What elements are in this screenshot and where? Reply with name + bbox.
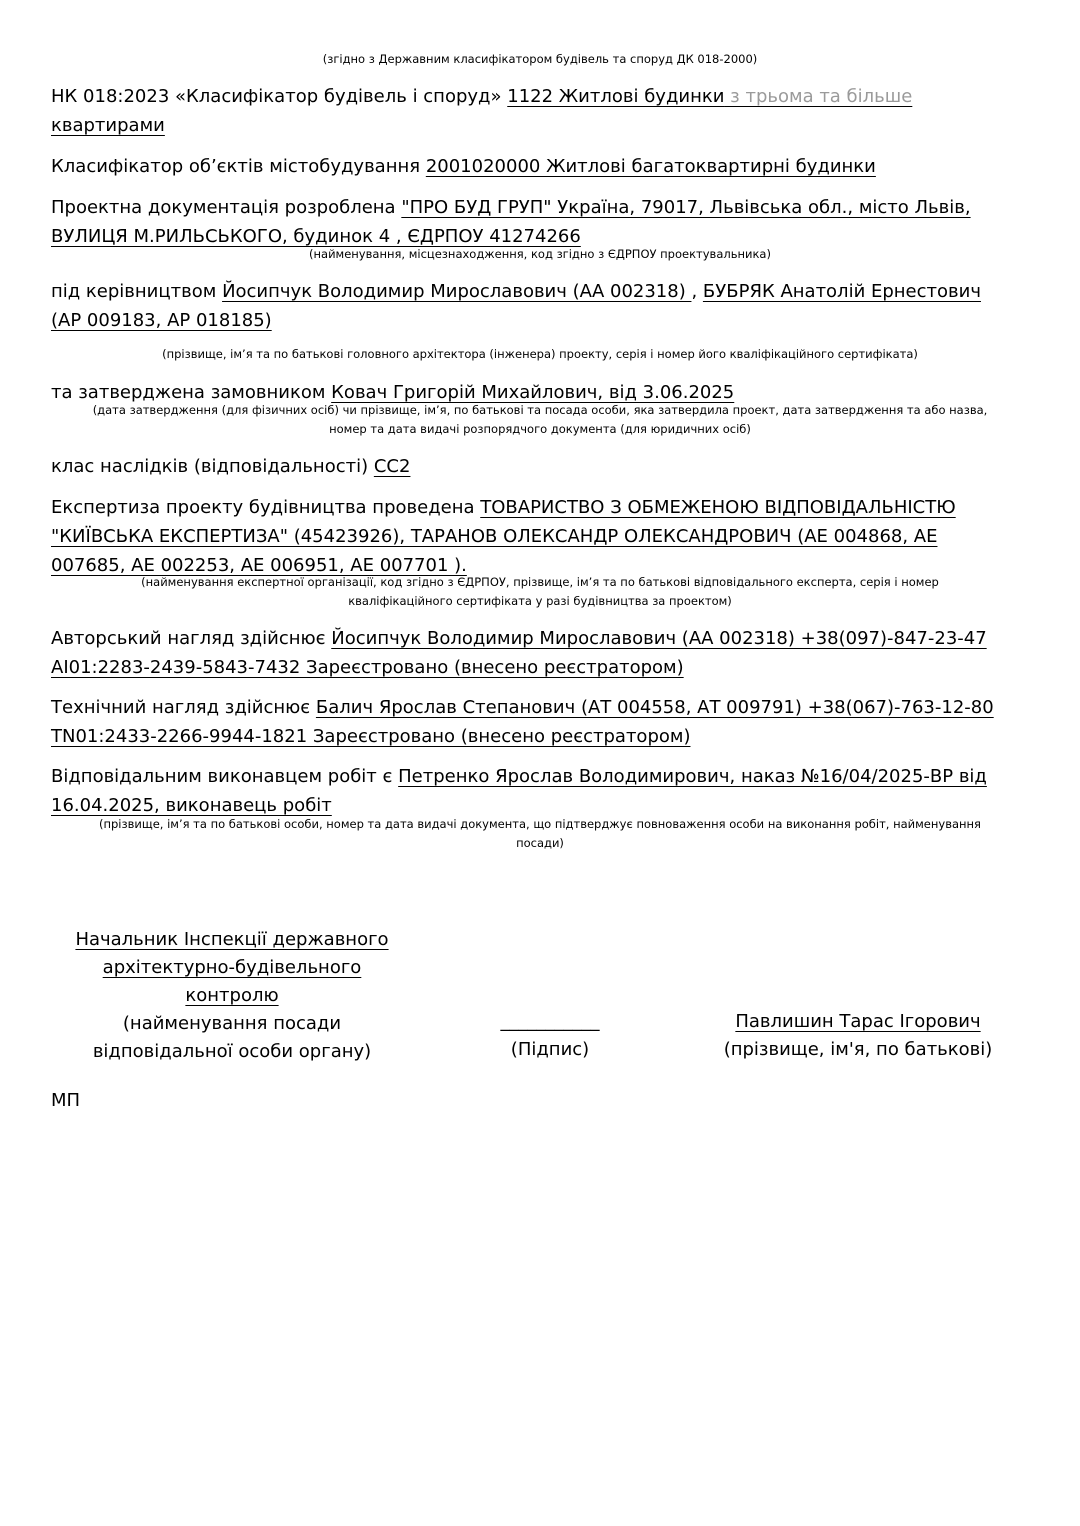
signature-position-note-line2: відповідальної особи органу) (92, 1041, 372, 1062)
urban-classifier-value: 2001020000 Житлові багатоквартирні будинки (425, 156, 876, 177)
expertise-label: Експертиза проекту будівництва проведена (51, 497, 475, 518)
responsible-executor-label: Відповідальним виконавцем робіт є (51, 766, 393, 787)
technical-supervision-value-line1: Балич Ярослав Степанович (АТ 004558, АТ 009791) +38(067)-763-12-80 (315, 697, 994, 718)
technical-supervision-label: Технічний нагляд здійснює (51, 697, 311, 718)
author-supervision-label: Авторський нагляд здійснює (51, 628, 326, 649)
stamp-place-text: МП (51, 1090, 81, 1111)
expertise-value-line3: 007685, АЕ 002253, АЕ 006951, АЕ 007701 ). (51, 555, 467, 576)
approval-note-line2: номер та дата видачі розпорядчого документа (для юридичних осіб) (329, 422, 751, 436)
supervision-lead-value2-line2: (АР 009183, АР 018185) (51, 310, 272, 331)
expertise-note (20, 573, 1060, 611)
signature-position-note-line1: (найменування посади (122, 1013, 342, 1034)
signature-position-line2: архітектурно-будівельного (102, 957, 362, 978)
signature-sign-block (460, 1008, 640, 1064)
signature-name: Павлишин Тарас Ігорович (735, 1011, 981, 1032)
design-value-line1: "ПРО БУД ГРУП" Україна, 79017, Львівська обл., місто Львів, (401, 197, 971, 218)
classifier-label: НК 018:2023 «Класифікатор будівель і споруд» (51, 86, 502, 107)
signature-name-note: (прізвище, ім'я, по батькові) (723, 1039, 993, 1060)
urban-classifier-label: Класифікатор об’єктів містобудування (51, 156, 421, 177)
supervision-lead-separator: , (691, 281, 698, 302)
approval-note-line1: (дата затвердження (для фізичних осіб) чи прізвище, ім’я, по батькові та посада особи, яка затвердила проект, дата затвердження та або назва, (92, 403, 988, 417)
signature-name-block (700, 1008, 1016, 1064)
design-note-text: (найменування, місцезнаходження, код згідно з ЄДРПОУ проектувальника) (309, 247, 771, 261)
expertise-value-line2: "КИЇВСЬКА ЕКСПЕРТИЗА" (45423926), ТАРАНОВ ОЛЕКСАНДР ОЛЕКСАНДРОВИЧ (АЕ 004868, АЕ (51, 526, 938, 547)
classifier-value-line2: квартирами (51, 115, 165, 136)
responsible-executor-value-line1: Петренко Ярослав Володимирович, наказ №16/04/2025-ВР від (398, 766, 987, 787)
supervision-lead-note (0, 345, 1080, 364)
responsible-executor-value-line2: 16.04.2025, виконавець робіт (51, 795, 332, 816)
consequence-class-value: СС2 (373, 456, 411, 477)
expertise-row (51, 493, 1061, 580)
classifier-row (51, 82, 1051, 140)
author-supervision-value-line1: Йосипчук Володимир Мирославович (АА 002318) +38(097)-847-23-47 (331, 628, 987, 649)
signature-line: ___________ (500, 1011, 600, 1032)
signature-position-line1: Начальник Інспекції державного (75, 929, 389, 950)
responsible-executor-row (51, 762, 1061, 820)
expertise-note-line2: кваліфікаційного сертифіката у разі будівництва за проектом) (348, 594, 732, 608)
urban-classifier-row (51, 152, 1051, 181)
expertise-value-line1: ТОВАРИСТВО З ОБМЕЖЕНОЮ ВІДПОВІДАЛЬНІСТЮ (480, 497, 956, 518)
classifier-value-part2: з трьома та більше (724, 86, 913, 107)
design-value-line2: ВУЛИЦЯ М.РИЛЬСЬКОГО, будинок 4 , ЄДРПОУ 41274266 (51, 226, 581, 247)
design-label: Проектна документація розроблена (51, 197, 396, 218)
supervision-lead-row (51, 277, 1061, 335)
approval-label: та затверджена замовником (51, 382, 326, 403)
approval-note (20, 401, 1060, 439)
signature-position-line3: контролю (185, 985, 279, 1006)
classifier-value-part1: 1122 Житлові будинки (507, 86, 725, 107)
consequence-class-row (51, 452, 1051, 481)
supervision-lead-value1: Йосипчук Володимир Мирославович (АА 002318) (222, 281, 692, 302)
technical-supervision-row (51, 693, 1061, 751)
author-supervision-value-line2: AI01:2283-2439-5843-7432 Зареєстровано (внесено реєстратором) (51, 657, 684, 678)
design-note (0, 245, 1080, 264)
stamp-place (51, 1086, 80, 1115)
supervision-lead-value2-line1: БУБРЯК Анатолій Ернестович (702, 281, 981, 302)
design-row (51, 193, 1061, 251)
classifier-value (507, 86, 912, 107)
supervision-lead-label: під керівництвом (51, 281, 217, 302)
expertise-note-line1: (найменування експертної організації, код згідно з ЄДРПОУ, прізвище, ім’я та по батькові відповідального експерта, серія і номер (141, 575, 939, 589)
consequence-class-label: клас наслідків (відповідальності) (51, 456, 369, 477)
responsible-executor-note (20, 815, 1060, 853)
signature-position-block (62, 926, 402, 1066)
approval-value: Ковач Григорій Михайлович, від 3.06.2025 (331, 382, 735, 403)
header-note (0, 50, 1080, 69)
responsible-executor-note-line2: посади) (516, 836, 564, 850)
supervision-lead-note-text: (прізвище, ім’я та по батькові головного архітектора (інженера) проекту, серія і номер його кваліфікаційного сертифіката) (162, 347, 918, 361)
header-note-text: (згідно з Державним класифікатором будівель та споруд ДК 018-2000) (322, 52, 758, 66)
signature-note: (Підпис) (510, 1039, 590, 1060)
responsible-executor-note-line1: (прізвище, ім’я та по батькові особи, номер та дата видачі документа, що підтверджує повноваження особи на виконання робіт, найменування (99, 817, 981, 831)
technical-supervision-value-line2: TN01:2433-2266-9944-1821 Зареєстровано (внесено реєстратором) (51, 726, 691, 747)
author-supervision-row (51, 624, 1061, 682)
